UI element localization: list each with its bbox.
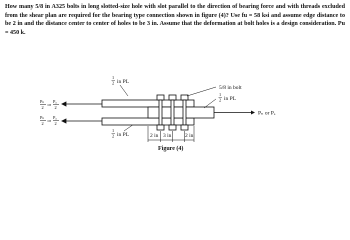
svg-text:2: 2 <box>41 105 44 110</box>
problem-statement: How many 5/8 in A325 bolts in long slotted-size hole with slot parallel to the direction of bearing force and with threads excluded from the shear plan are required for the bearing type connection shown in figure (4)? Use fu = 58 ksi and assume edge distance to be 2 in and the distance center to center of holes to be 3 in. Assume that the deformation at bolt holes is a design consideration. Pu = 450 k. <box>5 4 345 37</box>
svg-text:or: or <box>47 118 52 123</box>
svg-text:Pₙ: Pₙ <box>40 99 45 104</box>
svg-text:or: or <box>47 102 52 107</box>
svg-text:Pₐ: Pₐ <box>53 99 57 104</box>
dimension-edge-right: 2 in <box>185 133 194 139</box>
connection-plates <box>102 100 214 125</box>
svg-text:1: 1 <box>112 128 115 133</box>
dimension-spacing: 3 in <box>163 133 172 139</box>
svg-text:2: 2 <box>54 105 57 110</box>
left-force-arrows <box>62 102 102 123</box>
svg-text:Pₙ: Pₙ <box>40 115 45 120</box>
svg-text:2: 2 <box>41 121 44 126</box>
svg-text:2: 2 <box>219 97 222 103</box>
figure-caption: Figure (4) <box>158 146 184 152</box>
bottom-left-plate-label <box>112 124 135 139</box>
svg-text:Pₙ or Pₐ: Pₙ or Pₐ <box>258 110 276 117</box>
top-left-plate-label <box>112 75 130 96</box>
svg-text:2: 2 <box>54 121 57 126</box>
dimension-edge-left: 2 in <box>150 133 159 139</box>
left-top-load-label <box>40 99 59 110</box>
bottom-splice-plate <box>102 118 194 125</box>
svg-text:in PL: in PL <box>117 132 130 138</box>
main-plate <box>148 107 214 118</box>
svg-text:in PL: in PL <box>117 79 130 85</box>
top-splice-plate <box>102 100 194 107</box>
right-plate-label-group <box>204 92 237 108</box>
bolts <box>157 95 188 130</box>
svg-text:1: 1 <box>219 92 222 97</box>
svg-text:2: 2 <box>112 133 115 139</box>
svg-text:Pₐ: Pₐ <box>53 115 57 120</box>
svg-text:5/8 in bolt: 5/8 in bolt <box>219 85 242 91</box>
svg-text:2: 2 <box>112 80 115 86</box>
bolt-label-group <box>187 85 242 96</box>
right-force-arrow <box>214 111 276 117</box>
left-bottom-load-label <box>40 115 59 126</box>
svg-text:in PL: in PL <box>224 96 237 102</box>
svg-text:1: 1 <box>112 75 115 80</box>
